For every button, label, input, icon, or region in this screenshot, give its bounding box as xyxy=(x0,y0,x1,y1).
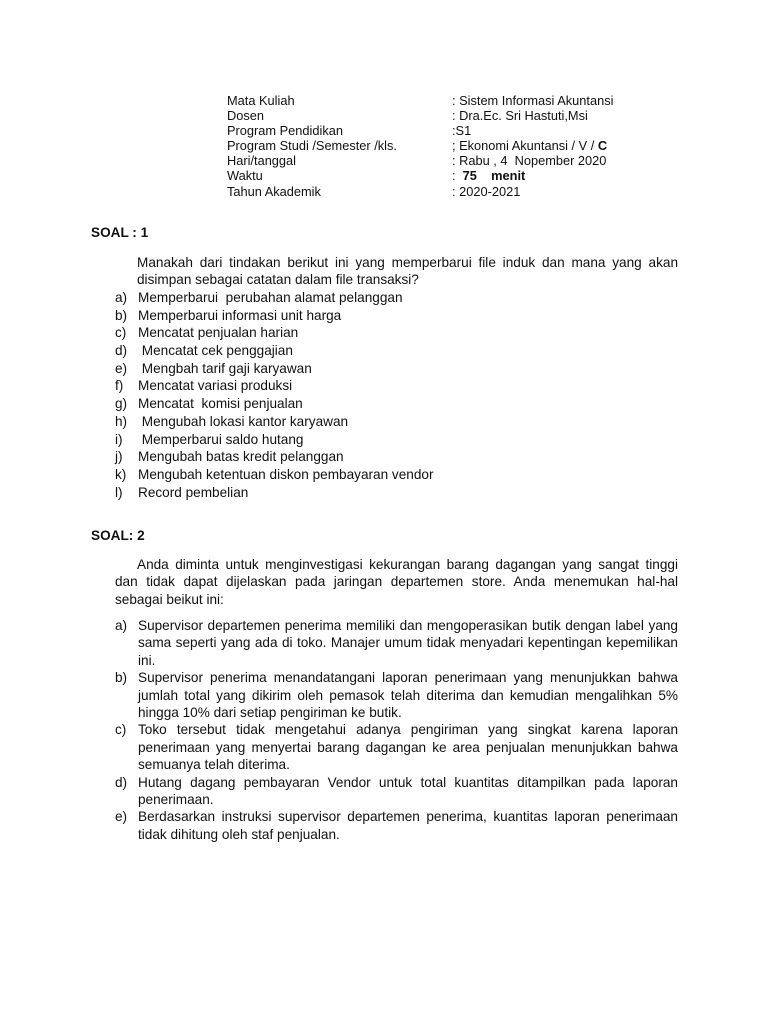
option-letter: f) xyxy=(115,378,124,394)
option-letter: c) xyxy=(115,325,127,341)
header-row-dosen xyxy=(227,108,647,123)
header-row-program-studi xyxy=(227,138,647,153)
soal-1-title: SOAL : 1 xyxy=(91,225,149,240)
soal-2-title: SOAL: 2 xyxy=(91,528,145,543)
list-item xyxy=(115,360,434,378)
list-item xyxy=(115,307,434,325)
option-letter: k) xyxy=(115,466,127,482)
item-letter: a) xyxy=(115,618,128,633)
list-item xyxy=(115,774,678,809)
header-value: : xyxy=(452,168,463,184)
header-value: : 2020-2021 xyxy=(452,183,521,199)
item-text: Supervisor penerima menandatangani laporan penerimaan yang menunjukkan bahwa jumlah total yang dikirim oleh pemasok telah diterima dan kemudian mengalihkan 5% hingga 10% dari setiap pengiriman ke butik. xyxy=(138,670,678,721)
header-row-hari-tanggal xyxy=(227,153,647,168)
list-item xyxy=(115,324,434,342)
list-item xyxy=(115,377,434,395)
option-text: Mengubah lokasi kantor karyawan xyxy=(138,413,349,429)
list-item xyxy=(115,413,434,431)
header-row-mata-kuliah xyxy=(227,93,647,108)
item-text: Berdasarkan instruksi supervisor departemen penerima, kuantitas laporan penerimaan tidak dihitung oleh staf penjualan. xyxy=(138,809,678,842)
option-letter: a) xyxy=(115,290,128,305)
header-value: :S1 xyxy=(452,123,472,139)
header-row-waktu xyxy=(227,168,647,183)
item-text: Toko tersebut tidak mengetahui adanya pengiriman yang singkat karena laporan penerimaan yang menyertai barang dagangan ke area penjualan menunjukkan bahwa semuanya telah diterima. xyxy=(138,722,678,773)
option-text: Mengbah tarif gaji karyawan xyxy=(138,360,312,376)
header-row-tahun-akademik xyxy=(227,184,647,199)
header-value-bold: C xyxy=(597,138,608,154)
option-text: Mencatat cek penggajian xyxy=(138,343,293,359)
option-text: Memperbarui saldo hutang xyxy=(138,431,304,447)
option-letter: g) xyxy=(115,396,128,412)
option-letter: e) xyxy=(115,360,128,376)
item-letter: b) xyxy=(115,670,128,686)
header-value-wrap xyxy=(452,138,647,153)
header-label: Waktu xyxy=(227,168,263,184)
list-item xyxy=(115,669,678,721)
header-value: : Rabu , 4 Nopember 2020 xyxy=(452,153,607,169)
header-label: Program Pendidikan xyxy=(227,123,343,139)
option-letter: h) xyxy=(115,413,128,429)
option-text: Memperbarui perubahan alamat pelanggan xyxy=(138,290,403,305)
header-label: Program Studi /Semester /kls. xyxy=(227,138,397,154)
list-item xyxy=(115,466,434,484)
list-item xyxy=(115,808,678,843)
header-value: : Dra.Ec. Sri Hastuti,Msi xyxy=(452,108,588,124)
item-letter: d) xyxy=(115,774,128,790)
header-label: Mata Kuliah xyxy=(227,93,295,108)
header-value-bold: 75 menit xyxy=(462,168,526,184)
list-item xyxy=(115,617,678,669)
option-letter: d) xyxy=(115,343,128,359)
option-text: Mencatat variasi produksi xyxy=(138,378,293,394)
item-text: Supervisor departemen penerima memiliki dan mengoperasikan butik dengan label yang sama seperti yang ada di toko. Manajer umum tidak menyadari kepentingan kepemilikan ini. xyxy=(138,618,678,668)
header-label: Tahun Akademik xyxy=(227,183,321,199)
option-text: Record pembelian xyxy=(138,484,249,500)
header-value-wrap xyxy=(452,168,647,183)
soal-1-options xyxy=(115,289,434,501)
option-text: Mencatat penjualan harian xyxy=(138,325,299,341)
list-item xyxy=(115,484,434,502)
soal-2-intro-text: Anda diminta untuk menginvestigasi kekurangan barang dagangan yang sangat tinggi dan tidak dapat dijelaskan pada jaringan departemen store. Anda menemukan hal-hal sebagai beikut ini: xyxy=(115,557,678,607)
list-item xyxy=(115,395,434,413)
header-value: : Sistem Informasi Akuntansi xyxy=(452,93,614,108)
header-label: Dosen xyxy=(227,108,264,124)
option-letter: j) xyxy=(115,449,123,465)
soal-2-items xyxy=(115,617,678,843)
option-text: Mencatat komisi penjualan xyxy=(138,396,303,412)
item-letter: e) xyxy=(115,809,128,825)
option-text: Mengubah ketentuan diskon pembayaran vendor xyxy=(138,466,434,482)
option-letter: i) xyxy=(115,431,123,447)
course-info-header xyxy=(227,93,647,199)
header-row-program-pendidikan xyxy=(227,123,647,138)
option-text: Mengubah batas kredit pelanggan xyxy=(138,449,344,465)
list-item xyxy=(115,721,678,773)
header-value: ; Ekonomi Akuntansi / V / xyxy=(452,138,598,154)
list-item xyxy=(115,431,434,449)
option-letter: b) xyxy=(115,307,128,323)
option-text: Memperbarui informasi unit harga xyxy=(138,307,342,323)
soal-1-question xyxy=(137,254,678,288)
list-item xyxy=(115,289,434,307)
option-letter: l) xyxy=(115,484,123,500)
soal-2-intro xyxy=(115,556,678,608)
list-item xyxy=(115,448,434,466)
soal-1-question-text: Manakah dari tindakan berikut ini yang memperbarui file induk dan mana yang akan disimpan sebagai catatan dalam file transaksi? xyxy=(137,255,678,287)
header-label: Hari/tanggal xyxy=(227,153,297,169)
list-item xyxy=(115,342,434,360)
item-letter: c) xyxy=(115,722,127,738)
item-text: Hutang dagang pembayaran Vendor untuk total kuantitas ditampilkan pada laporan penerimaan. xyxy=(138,774,678,808)
